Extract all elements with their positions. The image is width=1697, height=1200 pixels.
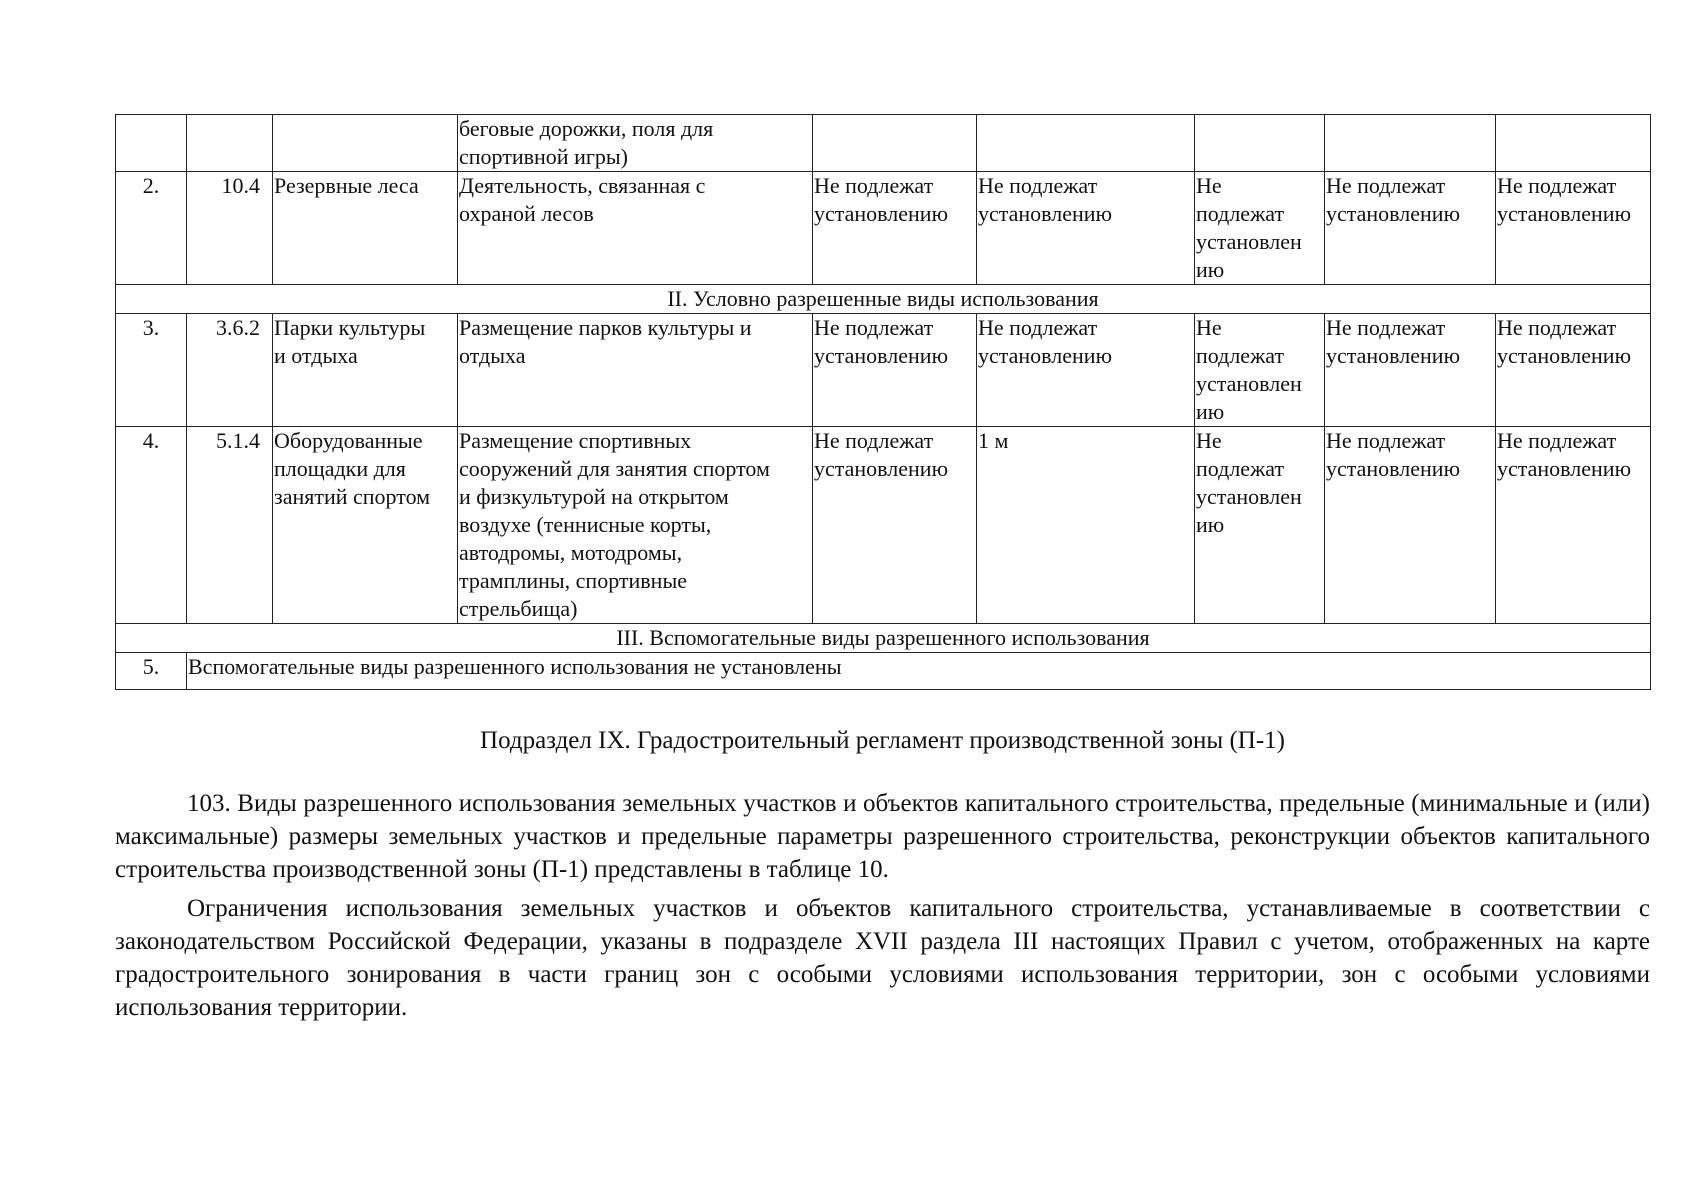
row-number: 2. [116,172,187,285]
section-title: II. Условно разрешенные виды использования [116,285,1651,314]
row-param-8: Не подлежат установлению [1325,314,1496,427]
row-param-9: Не подлежат установлению [1496,314,1651,427]
row-param-5: Не подлежат установлению [813,172,977,285]
table-row [116,115,1651,172]
row-name [273,115,458,172]
row-param-6 [977,115,1195,172]
subsection-heading: Подраздел IX. Градостроительный регламент производственной зоны (П-1) [480,727,1285,754]
row-code: 5.1.4 [187,427,273,624]
table-row [116,653,1651,690]
row-note: Вспомогательные виды разрешенного использования не установлены [187,653,1651,690]
paragraph-103: 103. Виды разрешенного использования земельных участков и объектов капитального строительства, предельные (минимальные и (или) максимальные) размеры земельных участков и предельные параметры разрешенного строительства, реконструкции объектов капитального строительства производственной зоны (П-1) представлены в таблице 10. [115,790,1650,883]
row-param-5: Не подлежат установлению [813,427,977,624]
row-number: 3. [116,314,187,427]
row-name: Парки культуры и отдыха [273,314,458,427]
table-row [116,172,1651,285]
row-param-6: 1 м [977,427,1195,624]
row-param-7 [1195,115,1325,172]
row-description: Деятельность, связанная с охраной лесов [458,172,813,285]
row-code [187,115,273,172]
row-description: беговые дорожки, поля для спортивной игры) [458,115,813,172]
row-param-7: Не подлежат установлен ию [1195,427,1325,624]
row-number: 4. [116,427,187,624]
row-param-9 [1496,115,1651,172]
row-description: Размещение парков культуры и отдыха [458,314,813,427]
paragraph-restrictions: Ограничения использования земельных участков и объектов капитального строительства, устанавливаемые в соответствии с законодательством Российской Федерации, указаны в подразделе XVII раздела III настоящих Правил с учетом, отображенных на карте градостроительного зонирования в части границ зон с особыми условиями использования территории, зон с особыми условиями использования территории. [115,895,1650,1021]
row-param-8: Не подлежат установлению [1325,172,1496,285]
row-param-7: Не подлежат установлен ию [1195,314,1325,427]
land-use-table [115,114,1651,690]
row-param-6: Не подлежат установлению [977,314,1195,427]
row-param-8: Не подлежат установлению [1325,427,1496,624]
section-title: III. Вспомогательные виды разрешенного использования [116,624,1651,653]
row-param-8 [1325,115,1496,172]
row-param-9: Не подлежат установлению [1496,427,1651,624]
row-code: 10.4 [187,172,273,285]
row-number: 5. [116,653,187,690]
row-description: Размещение спортивных сооружений для занятия спортом и физкультурой на открытом воздухе (теннисные корты, автодромы, мотодромы, трамплины, спортивные стрельбища) [458,427,813,624]
row-param-6: Не подлежат установлению [977,172,1195,285]
row-param-5 [813,115,977,172]
row-param-5: Не подлежат установлению [813,314,977,427]
row-param-9: Не подлежат установлению [1496,172,1651,285]
row-param-7: Не подлежат установлен ию [1195,172,1325,285]
row-name: Оборудованные площадки для занятий спортом [273,427,458,624]
table-row [116,427,1651,624]
section-header-row [116,624,1651,653]
row-code: 3.6.2 [187,314,273,427]
table-row [116,314,1651,427]
section-header-row [116,285,1651,314]
row-number [116,115,187,172]
row-name: Резервные леса [273,172,458,285]
